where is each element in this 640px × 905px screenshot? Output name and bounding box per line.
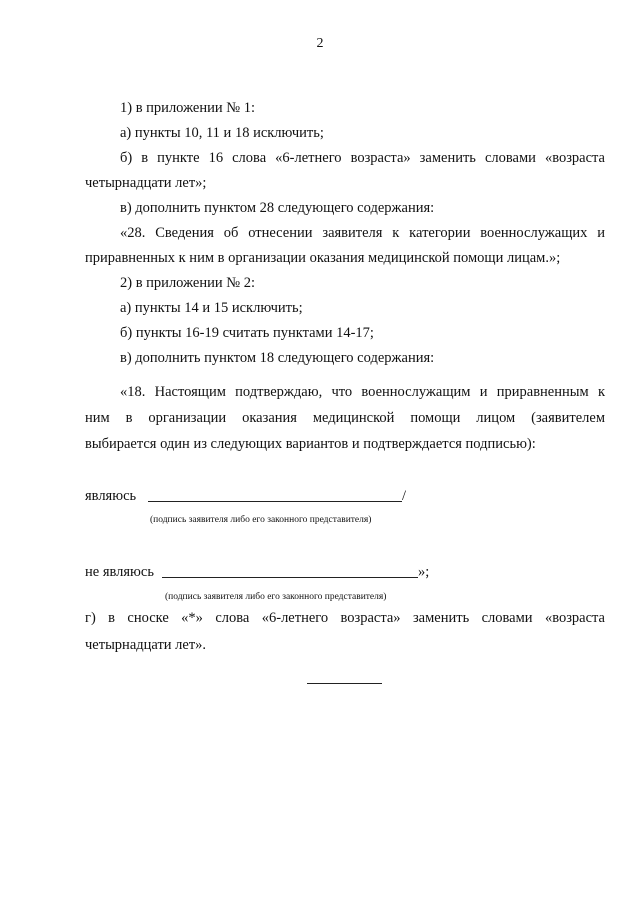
item-18-line3: выбирается один из следующих вариантов и подтверждается подписью): bbox=[85, 436, 536, 452]
signature-no-label: не являюсь bbox=[85, 564, 154, 580]
signature-yes-caption: (подпись заявителя либо его законного представителя) bbox=[150, 515, 372, 525]
item-2c: в) дополнить пунктом 18 следующего содержания: bbox=[120, 350, 435, 366]
item-1c: в) дополнить пунктом 28 следующего содержания: bbox=[120, 200, 435, 216]
item-18-line1: «18. Настоящим подтверждаю, что военнослужащим и приравненным к bbox=[120, 384, 605, 400]
signature-yes-line bbox=[148, 501, 402, 502]
item-1a: а) пункты 10, 11 и 18 исключить; bbox=[120, 125, 324, 141]
item-18-line2: ним в организации оказания медицинской помощи лицом (заявителем bbox=[85, 410, 605, 426]
page-number: 2 bbox=[316, 36, 324, 51]
item-footnote-line1: г) в сноске «*» слова «6-летнего возраста» заменить словами «возраста bbox=[85, 610, 605, 626]
item-1-heading: 1) в приложении № 1: bbox=[120, 100, 255, 116]
item-1b-line2: четырнадцати лет»; bbox=[85, 175, 207, 191]
signature-no-caption: (подпись заявителя либо его законного представителя) bbox=[165, 592, 387, 602]
item-2-heading: 2) в приложении № 2: bbox=[120, 275, 255, 291]
end-divider bbox=[307, 683, 382, 684]
item-footnote-line2: четырнадцати лет». bbox=[85, 637, 207, 653]
signature-yes-end: / bbox=[402, 488, 407, 504]
signature-yes-label: являюсь bbox=[85, 488, 137, 504]
item-2b: б) пункты 16-19 считать пунктами 14-17; bbox=[120, 325, 374, 341]
item-28-line2: приравненных к ним в организации оказания медицинской помощи лицам.»; bbox=[85, 250, 561, 266]
item-1b-line1: б) в пункте 16 слова «6-летнего возраста» заменить словами «возраста bbox=[120, 150, 605, 166]
signature-no-end: »; bbox=[418, 564, 430, 580]
item-2a: а) пункты 14 и 15 исключить; bbox=[120, 300, 303, 316]
signature-no-line bbox=[162, 577, 418, 578]
item-28-line1: «28. Сведения об отнесении заявителя к категории военнослужащих и bbox=[120, 225, 605, 241]
